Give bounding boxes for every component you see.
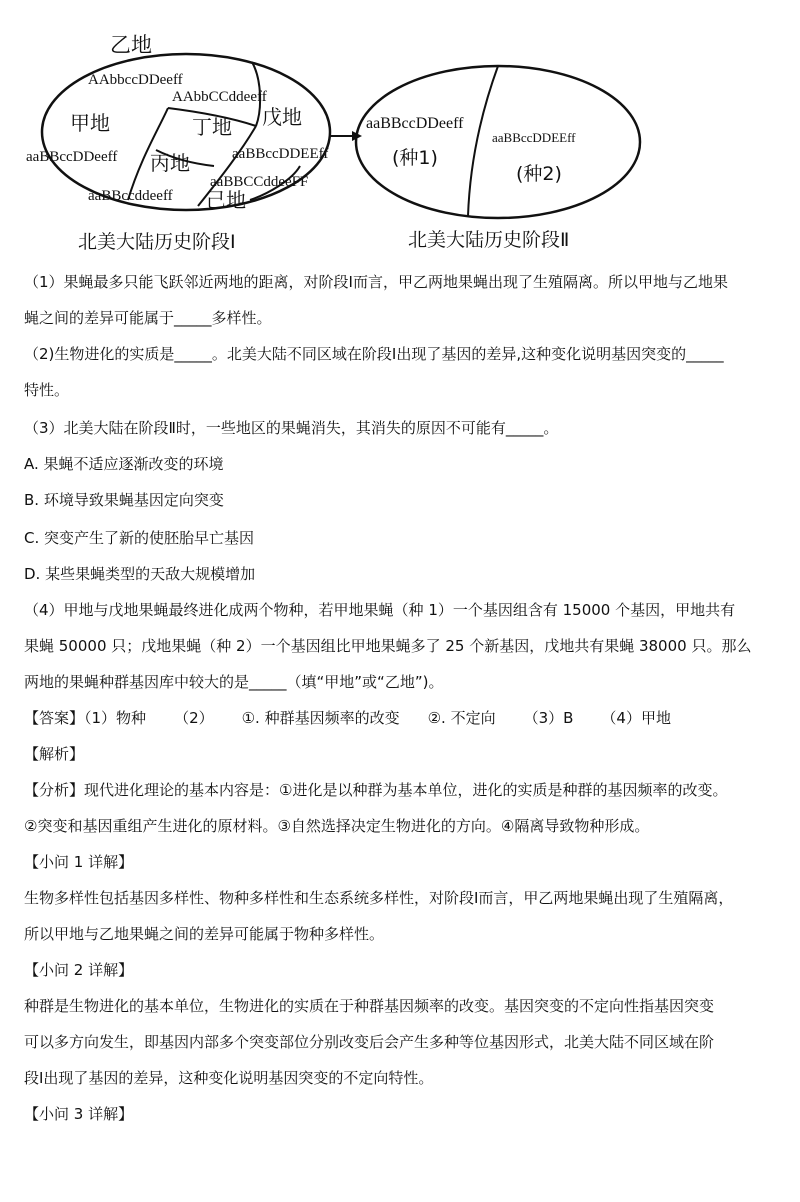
question-2-line-1: （2)生物进化的实质是_____。北美大陆不同区域在阶段Ⅰ出现了基因的差异,这种变化说明基因突变的_____ — [24, 345, 724, 363]
subquestion-2-title: 【小问 2 详解】 — [24, 961, 134, 979]
stage2-caption: 北美大陆历史阶段Ⅱ — [408, 229, 570, 251]
region-yi: 乙地 — [110, 33, 152, 57]
analysis-text-1: 【分析】现代进化理论的基本内容是：①进化是以种群为基本单位，进化的实质是种群的基因频率的改变。 — [24, 781, 728, 799]
stage1-caption: 北美大陆历史阶段Ⅰ — [78, 231, 236, 253]
genotype-label: AAbbCCddeeff — [172, 89, 267, 105]
species2-label: (种2) — [516, 163, 562, 185]
question-2-line-2: 特性。 — [24, 381, 70, 399]
region-ji: 己地 — [206, 188, 246, 212]
subquestion-2-text-3: 段Ⅰ出现了基因的差异，这种变化说明基因突变的不定向特性。 — [24, 1069, 434, 1087]
answer-2: （2） — [174, 709, 214, 727]
answer-line — [24, 706, 671, 730]
option-a: A. 果蝇不适应逐渐改变的环境 — [24, 455, 224, 473]
question-4-line-3: 两地的果蝇种群基因库中较大的是_____（填“甲地”或“乙地”)。 — [24, 673, 444, 691]
question-1-line-2: 蝇之间的差异可能属于_____多样性。 — [24, 309, 272, 327]
question-3: （3）北美大陆在阶段Ⅱ时，一些地区的果蝇消失，其消失的原因不可能有_____。 — [24, 419, 559, 437]
analysis-text-2: ②突变和基因重组产生进化的原材料。③自然选择决定生物进化的方向。④隔离导致物种形成。 — [24, 817, 650, 835]
region-wu: 戊地 — [262, 105, 302, 129]
answer-label: 【答案】 — [24, 709, 85, 727]
region-ding: 丁地 — [192, 115, 232, 139]
question-4-line-2: 果蝇 50000 只；戊地果蝇（种 2）一个基因组比甲地果蝇多了 25 个新基因，戊地共有果蝇 38000 只。那么 — [24, 637, 752, 655]
genotype-label: aaBBccDDEEff — [492, 130, 576, 145]
stage-diagram — [0, 0, 800, 262]
option-d: D. 某些果蝇类型的天敌大规模增加 — [24, 565, 256, 583]
figure-north-america-stages — [0, 0, 800, 262]
genotype-label: aaBBccDDEEff — [232, 146, 329, 162]
genotype-label: aaBBccDDeeff — [26, 149, 118, 165]
option-b: B. 环境导致果蝇基因定向突变 — [24, 491, 224, 509]
subquestion-1-title: 【小问 1 详解】 — [24, 853, 134, 871]
subquestion-1-text-1: 生物多样性包括基因多样性、物种多样性和生态系统多样性，对阶段Ⅰ而言，甲乙两地果蝇出现了生殖隔离， — [24, 889, 734, 907]
genotype-label: aaBBCCddeeFF — [210, 174, 309, 190]
question-1-line-1: （1）果蝇最多只能飞跃邻近两地的距离，对阶段Ⅰ而言，甲乙两地果蝇出现了生殖隔离。所以甲地与乙地果 — [24, 273, 728, 291]
subquestion-3-title: 【小问 3 详解】 — [24, 1105, 134, 1123]
genotype-label: aaBBccDDeeff — [366, 115, 464, 132]
subquestion-1-text-2: 所以甲地与乙地果蝇之间的差异可能属于物种多样性。 — [24, 925, 385, 943]
genotype-label: aaBBccddeeff — [88, 188, 173, 204]
answer-2-2: ②. 不定向 — [427, 709, 496, 727]
answer-2-1: ①. 种群基因频率的改变 — [241, 709, 400, 727]
region-bing: 丙地 — [150, 151, 190, 175]
answer-1: （1）物种 — [84, 709, 147, 727]
answer-4: （4）甲地 — [601, 709, 671, 727]
subquestion-2-text-1: 种群是生物进化的基本单位，生物进化的实质在于种群基因频率的改变。基因突变的不定向性指基因突变 — [24, 997, 715, 1015]
subquestion-2-text-2: 可以多方向发生，即基因内部多个突变部位分别改变后会产生多种等位基因形式，北美大陆不同区域在阶 — [24, 1033, 715, 1051]
region-jia: 甲地 — [70, 111, 110, 135]
question-4-line-1: （4）甲地与戊地果蝇最终进化成两个物种，若甲地果蝇（种 1）一个基因组含有 15000 个基因，甲地共有 — [24, 601, 736, 619]
analysis-label: 【解析】 — [24, 745, 85, 763]
answer-3: （3）B — [523, 709, 574, 727]
genotype-label: AAbbccDDeeff — [88, 72, 183, 88]
option-c: C. 突变产生了新的使胚胎早亡基因 — [24, 529, 255, 547]
species1-label: (种1) — [392, 147, 438, 169]
